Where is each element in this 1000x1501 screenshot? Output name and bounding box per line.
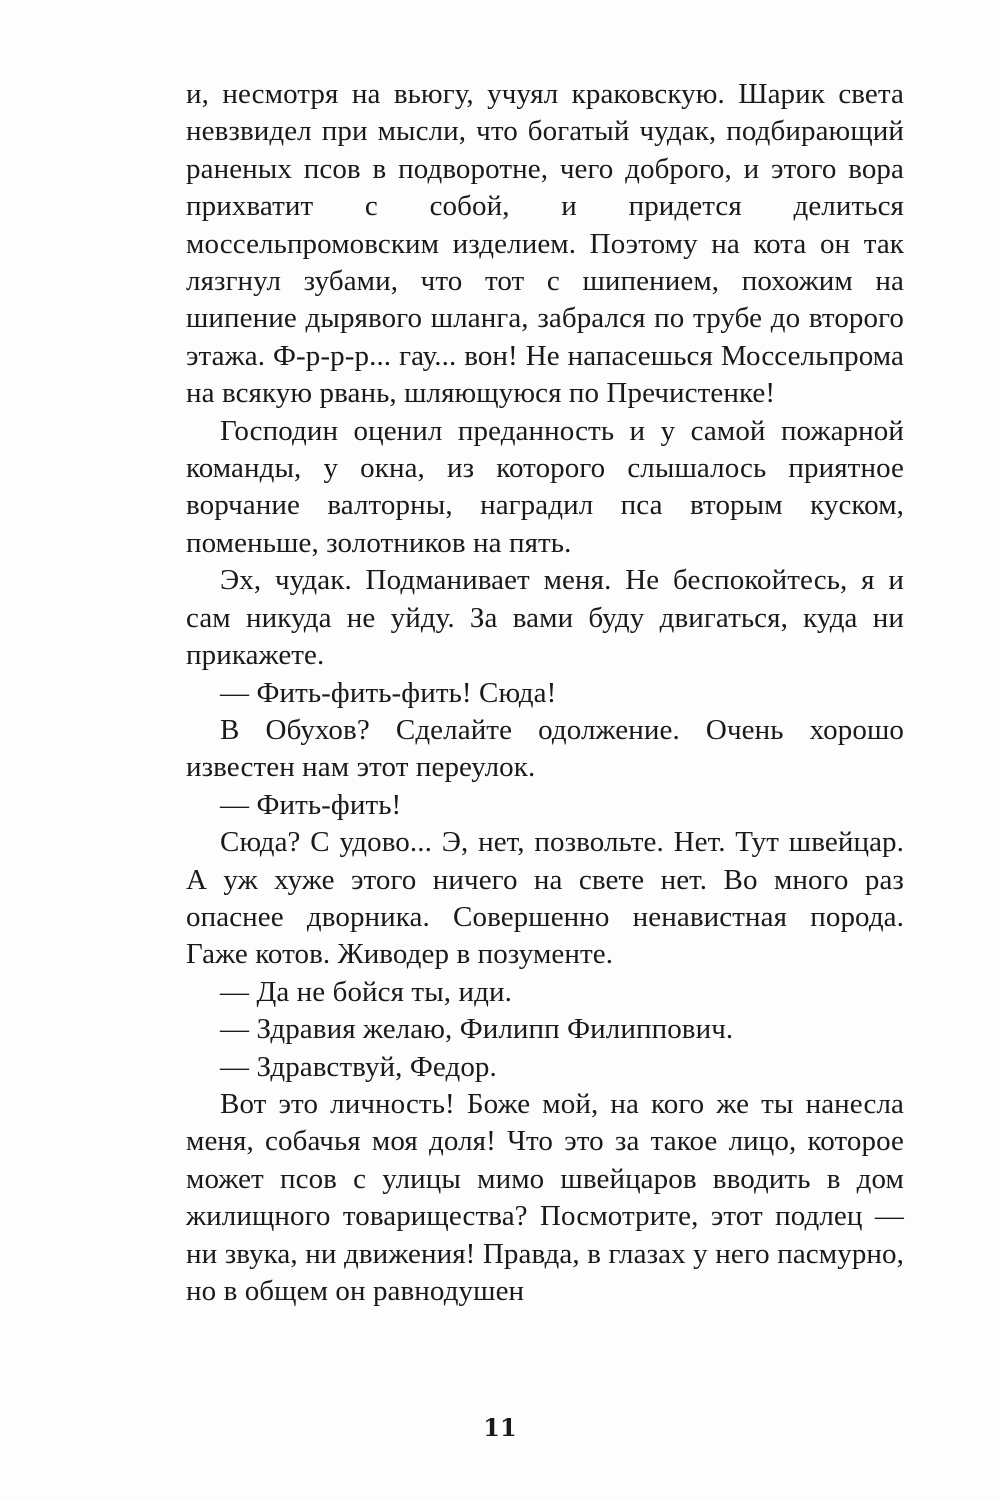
body-text [186,76,904,1310]
paragraph-5: В Обухов? Сделайте одолжение. Очень хорошо известен нам этот переулок. [186,713,904,784]
paragraph-7: Сюда? С удово... Э, нет, позвольте. Нет. Тут швейцар. А уж хуже этого ничего на свете нет. Во много раз опаснее дворника. Совершенно ненавистная порода. Гаже котов. Живодер в позументе. [186,826,904,971]
paragraph-3: Эх, чудак. Подманивает меня. Не беспокойтесь, я и сам никуда не уйду. За вами буду двигаться, куда ни прикажете. [186,564,904,672]
page-number: 11 [483,1413,517,1442]
paragraph-1: и, несмотря на вьюгу, учуял краковскую. Шарик света невзвидел при мысли, что богатый чудак, подбирающий раненых псов в подворотне, чего доброго, и этого вора прихватит с собой, и придется делиться моссельпромовским изделием. Поэтому на кота он так лязгнул зубами, что тот с шипением, похожим на шипение дырявого шланга, забрался по трубе до второго этажа. Ф-р-р-р... гау... вон! Не напасешься Моссельпрома на всякую рвань, шляющуюся по Пречистенке! [186,78,904,410]
paragraph-8-dialogue: — Да не бойся ты, иди. [220,975,512,1008]
paragraph-9-dialogue: — Здравия желаю, Филипп Филиппович. [220,1013,734,1046]
paragraph-11: Вот это личность! Боже мой, на кого же ты нанесла меня, собачья моя доля! Что это за такое лицо, которое может псов с улицы мимо швейцаров вводить в дом жилищного товарищества? Посмотрите, этот подлец — ни звука, ни движения! Правда, в глазах у него пасмурно, но в общем он равнодушен [186,1087,904,1307]
paragraph-10-dialogue: — Здравствуй, Федор. [220,1050,497,1083]
paragraph-4-dialogue: — Фить-фить-фить! Сюда! [220,676,557,709]
paragraph-2: Господин оценил преданность и у самой пожарной команды, у окна, из которого слышалось приятное ворчание валторны, наградил пса вторым куском, поменьше, золотников на пять. [186,414,904,559]
paragraph-6-dialogue: — Фить-фить! [220,788,402,821]
